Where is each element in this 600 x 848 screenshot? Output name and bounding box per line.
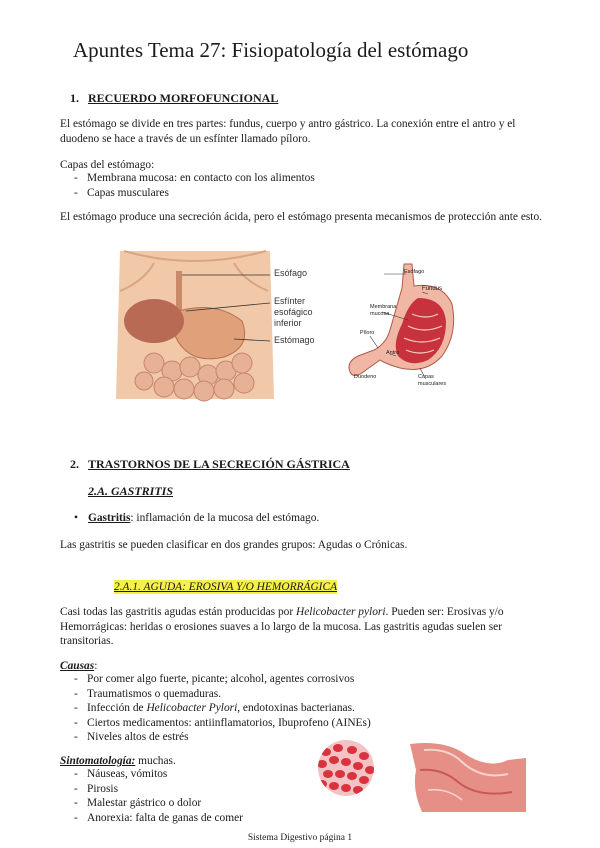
label-esofago: Esófago bbox=[274, 268, 308, 278]
page-footer: Sistema Digestivo página 1 bbox=[247, 833, 353, 843]
label-fig2-esofago: Esófago bbox=[404, 269, 425, 275]
list-item: - Anorexia: falta de ganas de comer bbox=[74, 811, 243, 826]
aguda-intro: Casi todas las gastritis agudas están producidas por Helicobacter pylori. Pueden ser: Erosivas y/o Hemorrágicas: heridas o erosiones suaves a lo largo de la mucosa. Las gastritis agudas suelen ser transitorias. bbox=[60, 606, 504, 647]
layers-intro: Capas del estómago: bbox=[60, 159, 155, 171]
gastritis-micrograph-figure bbox=[312, 740, 530, 812]
section-2-heading bbox=[70, 457, 350, 472]
list-item: - Traumatismos o quemaduras. bbox=[74, 687, 371, 702]
list-item: - Náuseas, vómitos bbox=[74, 767, 243, 782]
section-1-paragraph-1: El estómago se divide en tres partes: fundus, cuerpo y antro gástrico. La conexión entre el antro y el duodeno se hace a través de un esfínter llamado píloro. bbox=[60, 118, 516, 145]
label-fig2-antro: Antro bbox=[386, 350, 400, 356]
section-1-paragraph-2: El estómago produce una secreción ácida, pero el estómago presenta mecanismos de protección ante esto. bbox=[60, 211, 543, 223]
layers-list bbox=[74, 171, 315, 200]
subsubsection-aguda bbox=[114, 577, 337, 595]
stomach-diagram-figure bbox=[346, 264, 462, 394]
list-item: - Membrana mucosa: en contacto con los alimentos bbox=[74, 171, 315, 186]
section-1-label: RECUERDO MORFOFUNCIONAL bbox=[88, 91, 279, 105]
gastritis-bullet bbox=[74, 511, 319, 526]
list-item: - Capas musculares bbox=[74, 186, 315, 201]
section-2-number: 2. bbox=[70, 457, 79, 471]
label-fig2-fundus: Fundus bbox=[422, 286, 443, 292]
list-item: - Ciertos medicamentos: antiinflamatorios, Ibuprofeno (AINEs) bbox=[74, 716, 371, 731]
list-item: - Malestar gástrico o dolor bbox=[74, 796, 243, 811]
list-item: - Por comer algo fuerte, picante; alcohol, agentes corrosivos bbox=[74, 672, 371, 687]
bullet-dot-icon: • bbox=[74, 512, 78, 524]
label-fig2-mucosa: Membrana mucosa bbox=[370, 304, 397, 317]
section-1-heading bbox=[70, 91, 278, 106]
causes-heading: Causas: bbox=[60, 660, 98, 672]
torso-anatomy-figure bbox=[114, 251, 320, 401]
gastritis-definition: : inflamación de la mucosa del estómago. bbox=[130, 512, 320, 524]
symptoms-heading: Sintomatología: muchas. bbox=[60, 755, 176, 767]
list-item: - Pirosis bbox=[74, 782, 243, 797]
label-fig2-duodeno: Duodeno bbox=[354, 374, 377, 380]
label-estomago: Estómago bbox=[274, 335, 315, 345]
list-item: - Niveles altos de estrés bbox=[74, 730, 371, 745]
section-2-label: TRASTORNOS DE LA SECRECIÓN GÁSTRICA bbox=[88, 457, 350, 471]
page-title: Apuntes Tema 27: Fisiopatología del estómago bbox=[73, 38, 469, 62]
list-item: - Infección de Helicobacter Pylori, endotoxinas bacterianas. bbox=[74, 701, 371, 716]
section-1-number: 1. bbox=[70, 91, 79, 105]
subsection-gastritis: 2.A. GASTRITIS bbox=[88, 484, 174, 498]
aguda-highlight-label: 2.A.1. AGUDA: EROSIVA Y/O HEMORRÁGICA bbox=[114, 581, 338, 593]
label-esfinter: Esfínter esofágico inferior bbox=[274, 296, 313, 328]
label-fig2-capas: Capas musculares bbox=[418, 374, 447, 387]
gastritis-term: Gastritis bbox=[88, 512, 131, 524]
causes-list bbox=[74, 672, 371, 745]
symptoms-list bbox=[74, 767, 243, 825]
classification-paragraph: Las gastritis se pueden clasificar en dos grandes grupos: Agudas o Crónicas. bbox=[60, 539, 408, 551]
label-fig2-piloro: Píloro bbox=[360, 330, 375, 336]
